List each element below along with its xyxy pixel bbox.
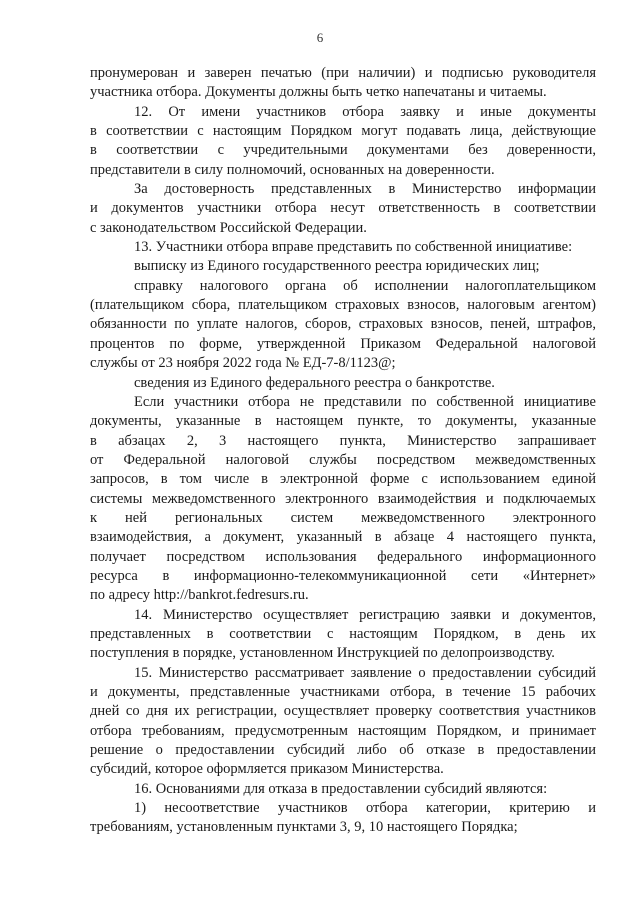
text-line: в соответствии с настоящим Порядком могут подавать лица, действующие	[90, 123, 596, 140]
text-line: отбора требованиям, предусмотренным настоящим Порядком, и принимает	[90, 722, 596, 739]
text-line: документы, указанные в настоящем пункте, то документы, указанные	[90, 413, 596, 430]
text-line: процентов по форме, утвержденной Приказом Федеральной налоговой	[90, 335, 596, 352]
text-line: справку налогового органа об исполнении налогоплательщиком	[134, 277, 596, 294]
text-line: выписку из Единого государственного реестра юридических лиц;	[134, 258, 540, 275]
text-line: решение о предоставлении субсидий либо об отказе в предоставлении	[90, 742, 596, 759]
text-line: по адресу http://bankrot.fedresurs.ru.	[90, 587, 309, 604]
text-line: 13. Участники отбора вправе представить по собственной инициативе:	[134, 239, 573, 256]
text-line: с законодательством Российской Федерации.	[90, 219, 367, 236]
text-line: ресурса в информационно-телекоммуникационной сети «Интернет»	[90, 567, 596, 584]
text-line: обязанности по уплате налогов, сборов, страховых взносов, пеней, штрафов,	[90, 316, 596, 333]
text-line: в абзацах 2, 3 настоящего пункта, Министерство запрашивает	[90, 432, 596, 449]
text-line: 1) несоответствие участников отбора категории, критерию и	[134, 800, 596, 817]
text-line: (плательщиком сбора, плательщиком страховых взносов, налоговым агентом)	[90, 297, 596, 314]
text-line: 16. Основаниями для отказа в предоставлении субсидий являются:	[134, 780, 548, 797]
text-line: поступления в порядке, установленном Инструкцией по делопроизводству.	[90, 645, 555, 662]
text-line: пронумерован и заверен печатью (при наличии) и подписью руководителя	[90, 65, 596, 81]
text-line: 14. Министерство осуществляет регистрацию заявки и документов,	[134, 606, 596, 623]
text-line: к ней региональных систем межведомственного электронного	[90, 509, 596, 526]
text-line: сведения из Единого федерального реестра о банкротстве.	[134, 374, 495, 391]
text-line: службы от 23 ноября 2022 года № ЕД-7-8/1123@;	[90, 355, 396, 372]
text-line: получает посредством использования федерального информационного	[90, 548, 596, 565]
text-line: дней со дня их регистрации, осуществляет проверку соответствия участников	[90, 703, 596, 720]
text-line: в соответствии с учредительными документами без доверенности,	[90, 142, 596, 159]
text-line: взаимодействия, а документ, указанный в абзаце 4 настоящего пункта,	[90, 529, 596, 546]
text-line: запросов, в том числе в электронной форме с использованием единой	[90, 471, 596, 488]
text-line: Если участники отбора не представили по собственной инициативе	[134, 393, 596, 410]
text-line: участника отбора. Документы должны быть четко напечатаны и читаемы.	[90, 84, 547, 101]
text-line: 12. От имени участников отбора заявку и иные документы	[134, 103, 596, 120]
text-line: субсидий, которое оформляется приказом Министерства.	[90, 761, 444, 778]
text-line: системы межведомственного электронного взаимодействия и подключаемых	[90, 490, 596, 507]
text-line: требованиям, установленным пунктами 3, 9, 10 настоящего Порядка;	[90, 819, 518, 836]
text-line: от Федеральной налоговой службы посредством межведомственных	[90, 451, 596, 468]
page-number: 6	[316, 30, 324, 45]
text-line: и документов участники отбора несут ответственность в соответствии	[90, 200, 596, 217]
text-line: 15. Министерство рассматривает заявление о предоставлении субсидий	[134, 664, 596, 681]
text-line: За достоверность представленных в Министерство информации	[134, 181, 596, 198]
text-line: представленных в соответствии с настоящим Порядком, в день их	[90, 625, 596, 642]
text-line: представители в силу полномочий, основанных на доверенности.	[90, 161, 495, 178]
document-body	[90, 64, 596, 838]
text-line: и документы, представленные участниками отбора, в течение 15 рабочих	[90, 684, 596, 700]
